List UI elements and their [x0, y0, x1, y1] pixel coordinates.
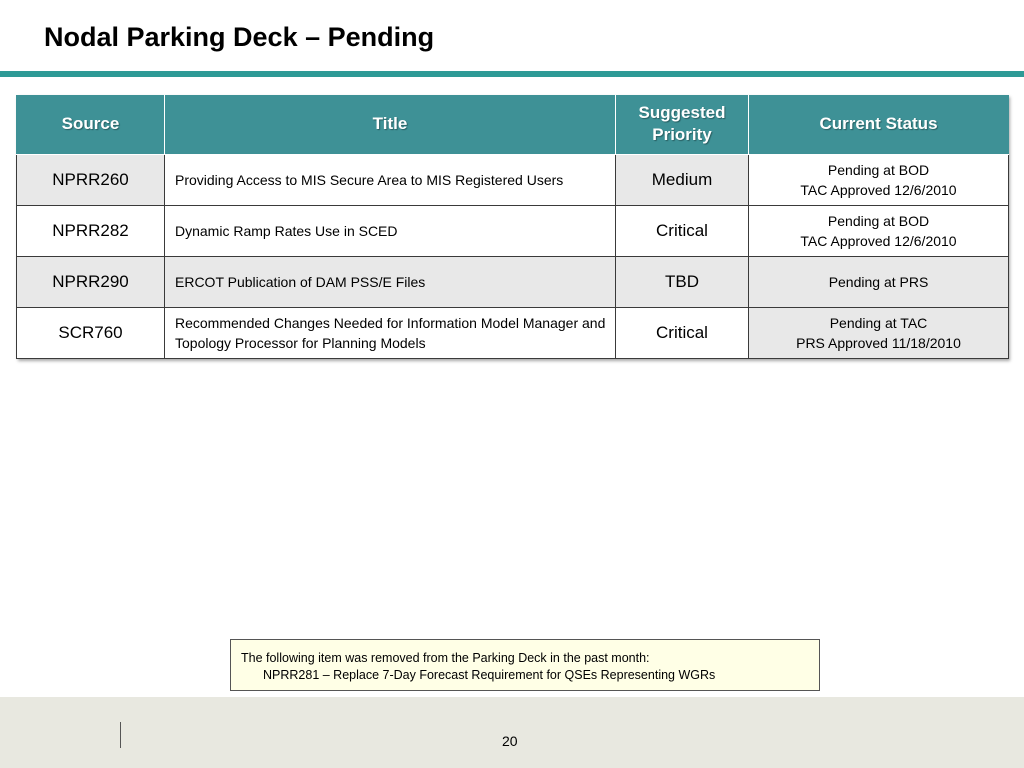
table-row	[17, 154, 1009, 205]
row-status	[749, 307, 1009, 358]
row-status	[749, 154, 1009, 205]
row-status-line2: TAC Approved 12/6/2010	[800, 181, 957, 198]
table-row	[17, 307, 1009, 358]
row-title: Dynamic Ramp Rates Use in SCED	[165, 205, 616, 256]
header-priority-line1: Suggested	[638, 103, 726, 123]
note-intro: The following item was removed from the Parking Deck in the past month:	[241, 651, 650, 665]
row-status-line2: PRS Approved 11/18/2010	[796, 334, 961, 351]
note-removed-item: NPRR281 – Replace 7-Day Forecast Requirement for QSEs Representing WGRs	[263, 668, 716, 682]
row-status-line2: TAC Approved 12/6/2010	[800, 232, 957, 249]
row-source: NPRR282	[17, 205, 165, 256]
row-source: SCR760	[17, 307, 165, 358]
row-status-line1: Pending at BOD	[827, 161, 930, 178]
row-priority: Medium	[616, 154, 749, 205]
table-header-row	[17, 95, 1009, 154]
footer-divider	[120, 722, 121, 748]
parking-deck-table	[16, 95, 1009, 359]
row-status-line1: Pending at TAC	[829, 314, 928, 331]
removed-items-note	[230, 639, 820, 691]
table-row	[17, 205, 1009, 256]
header-priority-line2: Priority	[652, 125, 712, 145]
row-status-line1: Pending at BOD	[827, 212, 930, 229]
row-title: Providing Access to MIS Secure Area to MIS Registered Users	[165, 154, 616, 205]
row-status-line1: Pending at PRS	[828, 273, 929, 290]
row-priority: Critical	[616, 307, 749, 358]
row-status	[749, 205, 1009, 256]
row-title: ERCOT Publication of DAM PSS/E Files	[165, 256, 616, 307]
row-status	[749, 256, 1009, 307]
page-number: 20	[502, 733, 518, 749]
row-title: Recommended Changes Needed for Information Model Manager and Topology Processor for Planning Models	[165, 307, 616, 358]
row-source: NPRR260	[17, 154, 165, 205]
header-suggested-priority	[616, 95, 749, 154]
row-source: NPRR290	[17, 256, 165, 307]
title-underline-rule	[0, 71, 1024, 77]
header-source: Source	[17, 95, 165, 154]
row-priority: Critical	[616, 205, 749, 256]
parking-deck-table-container	[16, 95, 1008, 359]
slide-title: Nodal Parking Deck – Pending	[44, 22, 435, 52]
header-current-status: Current Status	[749, 95, 1009, 154]
row-priority: TBD	[616, 256, 749, 307]
table-row	[17, 256, 1009, 307]
header-title: Title	[165, 95, 616, 154]
